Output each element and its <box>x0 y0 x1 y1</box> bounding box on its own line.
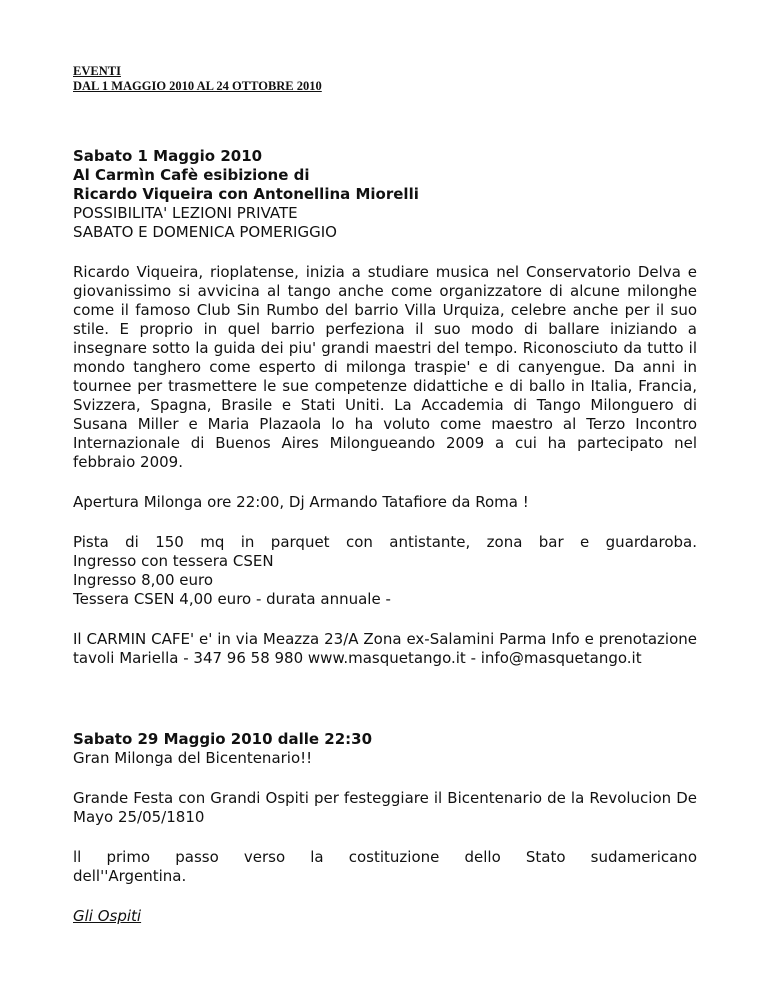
event1-venue: Al Carmìn Cafè esibizione di <box>73 166 310 184</box>
event2-festa: Grande Festa con Grandi Ospiti per festeggiare il Bicentenario de la Revolucion De Mayo 25/05/1810 <box>73 789 697 826</box>
event1-performers: Ricardo Viqueira con Antonellina Miorelli <box>73 185 419 203</box>
event1-date: Sabato 1 Maggio 2010 <box>73 147 263 165</box>
event1-note-lessons: POSSIBILITA' LEZIONI PRIVATE <box>73 204 298 222</box>
event1-ingresso-tessera: Ingresso con tessera CSEN <box>73 552 274 570</box>
event1-note-weekend: SABATO E DOMENICA POMERIGGIO <box>73 223 337 241</box>
event2-passo-line1: ll primo passo verso la costituzione dello Stato sudamericano <box>73 848 697 866</box>
event2-date: Sabato 29 Maggio 2010 dalle 22:30 <box>73 730 373 748</box>
event1-bio-paragraph: Ricardo Viqueira, rioplatense, inizia a studiare musica nel Conservatorio Delva e giovanissimo si avvicina al tango anche come organizzatore di alcune milonghe come il famoso Club Sin Rumbo del barrio Villa Urquiza, celebre anche per il suo stile. E proprio in quel barrio perfeziona il suo modo di ballare iniziando a insegnare sotto la guida dei piu' grandi maestri del tempo. Riconosciuto da tutto il mondo tanghero come esperto di milonga traspie' e di canyengue. Da anni in tournee per trasmettere le sue competenze didattiche e di ballo in Italia, Francia, Svizzera, Spagna, Brasile e Stati Uniti. La Accademia di Tango Milonguero di Susana Miller e Maria Plazaola lo ha voluto come maestro al Terzo Incontro Internazionale di Buenos Aires Milongueando 2009 a cui ha partecipato nel febbraio 2009. <box>73 263 697 471</box>
section-title: EVENTI <box>73 64 121 78</box>
event1-ingresso-prezzo: Ingresso 8,00 euro <box>73 571 214 589</box>
event1-tessera: Tessera CSEN 4,00 euro - durata annuale - <box>73 590 391 608</box>
document-page <box>73 64 697 926</box>
date-range-title: DAL 1 MAGGIO 2010 AL 24 OTTOBRE 2010 <box>73 79 322 93</box>
event1-pista: Pista di 150 mq in parquet con antistante, zona bar e guardaroba. <box>73 533 697 551</box>
event2-passo-line2: dell''Argentina. <box>73 867 187 885</box>
event2-ospiti-heading: Gli Ospiti <box>73 907 142 925</box>
event1-info-contact: Il CARMIN CAFE' e' in via Meazza 23/A Zona ex-Salamini Parma Info e prenotazione tavoli Mariella - 347 96 58 980 www.masquetango.it - info@masquetango.it <box>73 630 697 667</box>
event1-opening: Apertura Milonga ore 22:00, Dj Armando Tatafiore da Roma ! <box>73 493 529 511</box>
event2-title: Gran Milonga del Bicentenario!! <box>73 749 313 767</box>
